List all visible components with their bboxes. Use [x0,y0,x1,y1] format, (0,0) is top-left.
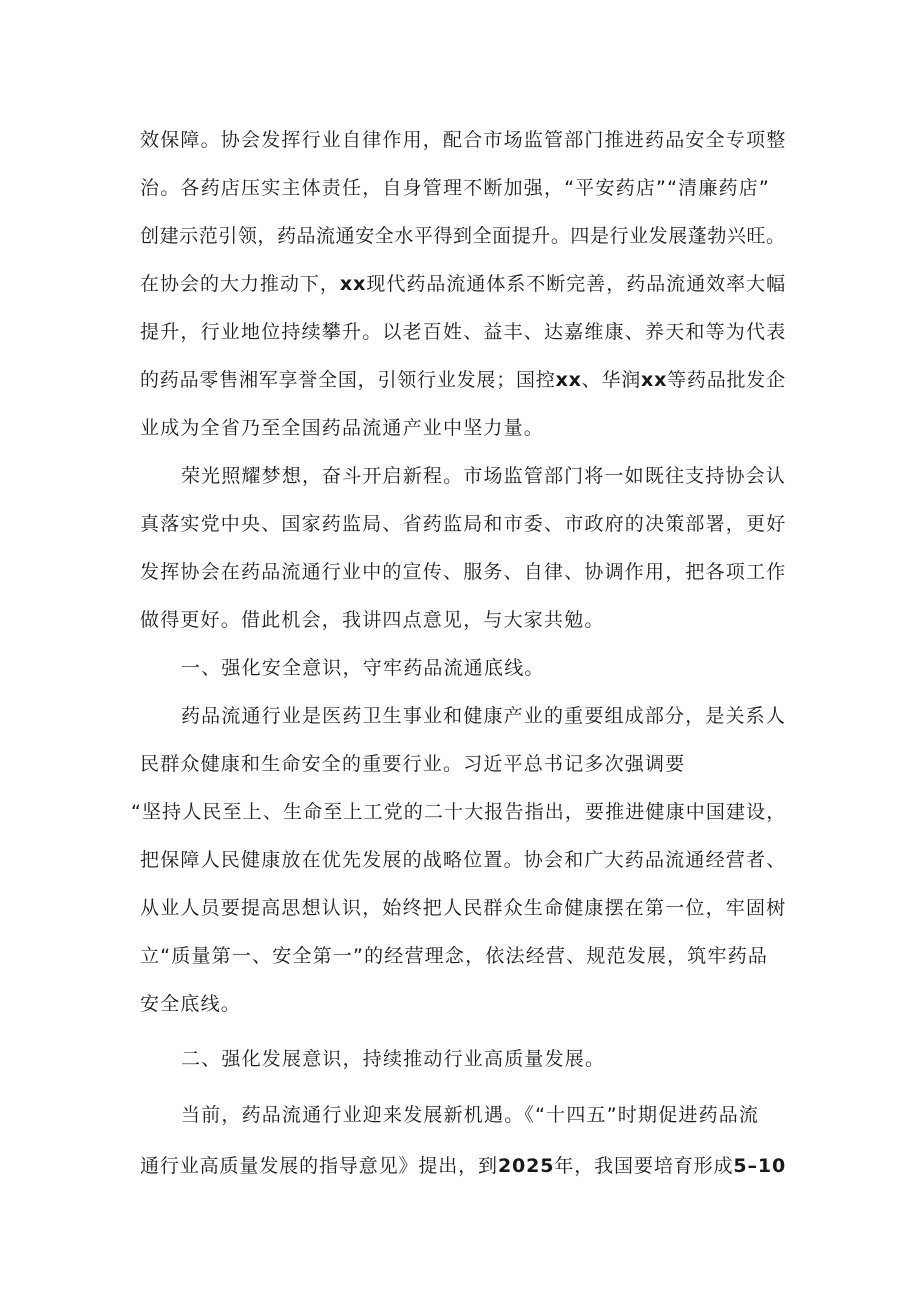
paragraph-3-line-5: 从业人员要提高思想认识，始终把人民群众生命健康摆在第一位，牢固树 [140,897,787,919]
paragraph-2-line-3: 发挥协会在药品流通行业中的宣传、服务、自律、协调作用，把各项工作 [140,561,787,583]
paragraph-3-line-4: 把保障人民健康放在优先发展的战略位置。协会和广大药品流通经营者、 [140,849,787,871]
paragraph-2-line-4: 做得更好。借此机会，我讲四点意见，与大家共勉。 [140,609,605,631]
paragraph-1-line-2: 治。各药店压实主体责任，自身管理不断加强，“平安药店”“清廉药店” [140,177,770,199]
paragraph-2-line-2: 真落实党中央、国家药监局、省药监局和市委、市政府的决策部署，更好 [140,513,787,535]
paragraph-1-line-5: 提升，行业地位持续攀升。以老百姓、益丰、达嘉维康、养天和等为代表 [140,321,787,343]
paragraph-3-line-2: 民群众健康和生命安全的重要行业。习近平总书记多次强调要 [140,753,686,775]
bold-run: 2025 [497,1155,555,1177]
paragraph-3-line-1: 药品流通行业是医药卫生事业和健康产业的重要组成部分，是关系人 [181,705,787,727]
text-run: 年，我国要培育形成 [554,1155,734,1177]
section-heading-1: 一、强化安全意识，守牢药品流通底线。 [181,657,545,679]
paragraph-3-line-6: 立“质量第一、安全第一”的经营理念，依法经营、规范发展，筑牢药品 [140,945,769,967]
paragraph-2-line-1: 荣光照耀梦想，奋斗开启新程。市场监管部门将一如既往支持协会认 [181,465,787,487]
text-run: 现代药品流通体系不断完善，药品流通效率大幅 [366,273,787,295]
bold-run: xx [555,369,582,391]
text-run: 等药品批发企 [667,369,786,391]
paragraph-4-line-2 [140,1154,786,1178]
paragraph-1-line-6 [140,368,786,392]
paragraph-3-line-7: 安全底线。 [140,993,242,1015]
section-heading-2: 二、强化发展意识，持续推动行业高质量发展。 [181,1048,606,1070]
bold-run: xx [339,273,367,295]
paragraph-1-line-1: 效保障。协会发挥行业自律作用，配合市场监管部门推进药品安全专项整 [140,129,787,151]
paragraph-1-line-3: 创建示范引领，药品流通安全水平得到全面提升。四是行业发展蓬勃兴旺。 [140,225,786,247]
text-run: 在协会的大力推动下， [140,273,340,295]
text-run: 通行业高质量发展的指导意见》提出，到 [140,1155,498,1177]
paragraph-4-line-1: 当前，药品流通行业迎来发展新机遇。《“十四五”时期促进药品流 [181,1104,760,1126]
paragraph-1-line-4 [140,272,786,296]
text-run: 、华润 [581,369,642,391]
bold-run: xx [641,369,668,391]
paragraph-1-line-7: 业成为全省乃至全国药品流通产业中坚力量。 [140,417,545,439]
bold-run: 5–10 [733,1155,787,1177]
paragraph-3-line-3: “坚持人民至上、生命至上工党的二十大报告指出，要推进健康中国建设， [131,801,787,823]
text-run: 的药品零售湘军享誉全国，引领行业发展；国控 [140,369,556,391]
